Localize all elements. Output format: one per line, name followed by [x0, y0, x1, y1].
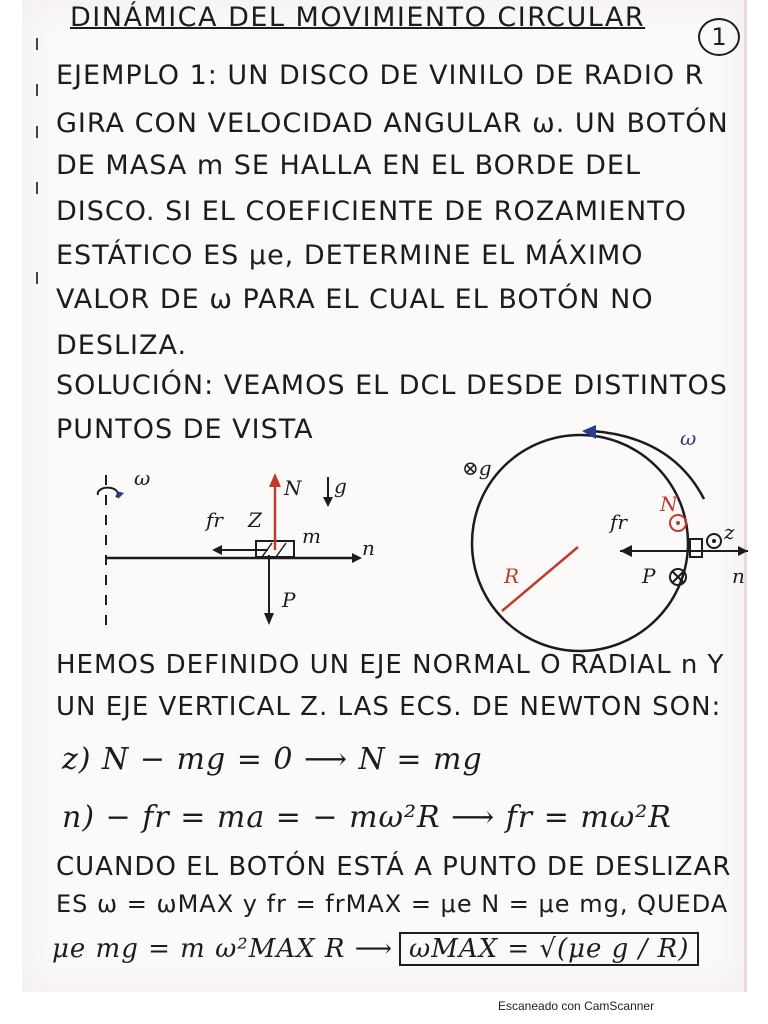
equation-n: n) − fr = ma = − mω²R ⟶ fr = mω²R [62, 800, 672, 835]
normal-arrowhead-icon [269, 473, 281, 487]
page-number: 1 [698, 18, 740, 56]
side-N-label: N [284, 476, 302, 500]
side-z-label: Z [248, 508, 262, 532]
top-N-label: N [660, 492, 678, 516]
top-R-label: R [504, 564, 520, 588]
top-g-label: ⊗g [462, 456, 492, 480]
notebook-page [22, 0, 747, 992]
top-n-label: n [732, 564, 745, 588]
top-n-arrowhead-icon [738, 546, 748, 556]
scanner-watermark: Escaneado con CamScanner [498, 999, 655, 1013]
axes-line-2: UN EJE VERTICAL Z. LAS ECS. DE NEWTON SON: [56, 692, 722, 722]
problem-line-1: EJEMPLO 1: UN DISCO DE VINILO DE RADIO R [56, 60, 705, 91]
rotation-arrow-icon [98, 488, 118, 497]
axes-line-1: HEMOS DEFINIDO UN EJE NORMAL O RADIAL n Y [56, 650, 725, 680]
top-P-label: P [642, 564, 656, 588]
condition-line-2: ES ω = ωMAX y fr = frMAX = μe N = μe mg, QUEDA [56, 890, 729, 918]
problem-line-3: DE MASA m SE HALLA EN EL BORDE DEL [56, 150, 641, 181]
result-equation [52, 932, 699, 966]
scanner-footer [0, 992, 768, 1024]
margin-mark [36, 126, 38, 138]
problem-line-2: GIRA CON VELOCIDAD ANGULAR ω. UN BOTÓN [56, 108, 729, 139]
gravity-arrowhead-icon [323, 497, 333, 507]
margin-mark [36, 182, 38, 194]
top-z-label: z [724, 520, 735, 544]
side-m-label: m [302, 524, 321, 548]
margin-mark [36, 84, 38, 96]
side-g-label: g [334, 474, 347, 498]
top-omega-label: ω [680, 426, 697, 450]
rotation-arc-arrowhead-icon [582, 425, 596, 439]
solution-line-1: SOLUCIÓN: VEAMOS EL DCL DESDE DISTINTOS [56, 370, 728, 401]
page-title: DINÁMICA DEL MOVIMIENTO CIRCULAR [70, 2, 646, 33]
solution-line-2: PUNTOS DE VISTA [56, 414, 314, 445]
disc-outline [472, 435, 688, 651]
problem-line-4: DISCO. SI EL COEFICIENTE DE ROZAMIENTO [56, 196, 687, 227]
equation-z: z) N − mg = 0 ⟶ N = mg [62, 742, 483, 777]
margin-mark [36, 38, 38, 50]
margin-mark [36, 272, 38, 284]
side-omega-label: ω [134, 466, 151, 490]
problem-line-5: ESTÁTICO ES μe, DETERMINE EL MÁXIMO [56, 240, 644, 271]
side-view-diagram [82, 455, 382, 630]
side-fr-label: fr [206, 508, 223, 532]
weight-arrowhead-icon [264, 613, 274, 625]
side-n-label: n [362, 536, 375, 560]
problem-line-7: DESLIZA. [56, 330, 188, 361]
top-view-diagram [442, 415, 745, 655]
top-friction-arrowhead-icon [620, 545, 632, 557]
result-boxed-formula: ωMAX = √(μe g / R) [399, 932, 699, 966]
top-button-block [690, 539, 702, 557]
side-P-label: P [282, 588, 296, 612]
n-axis-arrowhead-icon [352, 553, 362, 563]
condition-line-1: CUANDO EL BOTÓN ESTÁ A PUNTO DE DESLIZAR [56, 852, 732, 882]
friction-arrowhead-icon [212, 545, 222, 555]
rotation-arrowhead-icon [116, 491, 124, 499]
problem-line-6: VALOR DE ω PARA EL CUAL EL BOTÓN NO [56, 284, 654, 315]
result-lhs: μe mg = m ω²MAX R ⟶ [52, 934, 393, 964]
top-fr-label: fr [610, 510, 627, 534]
